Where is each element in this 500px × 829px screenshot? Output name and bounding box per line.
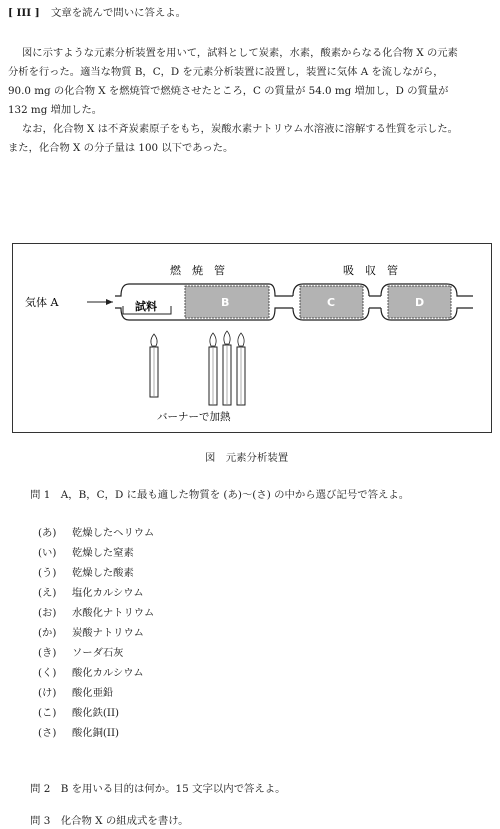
substance-b-label: B (221, 296, 230, 309)
option-text: 乾燥した酸素 (72, 567, 134, 579)
burner-label: バーナーで加熱 (157, 411, 231, 423)
paragraph-line: 90.0 mg の化合物 X を燃焼管で燃焼させたところ，C の質量が 54.0 mg 増加し，D の質量が (8, 85, 449, 97)
answer-option (38, 724, 119, 739)
option-text: 炭酸ナトリウム (72, 627, 144, 639)
tube-connector (369, 296, 381, 308)
combustion-tube-label: 燃 焼 管 (170, 264, 225, 277)
answer-option (38, 684, 113, 699)
option-text: 酸化カルシウム (72, 667, 144, 679)
absorption-tube-d (381, 284, 473, 320)
paragraph-line: なお，化合物 X は不斉炭素原子をもち，炭酸水素ナトリウム水溶液に溶解する性質を示した。 (22, 123, 458, 135)
burner-left (150, 334, 158, 397)
sample-boat (123, 299, 171, 314)
option-text: 塩化カルシウム (72, 587, 144, 599)
answer-option (38, 564, 134, 579)
paragraph-line: 図に示すような元素分析装置を用いて，試料として炭素，水素，酸素からなる化合物 X の元素 (22, 47, 458, 59)
section-instruction: 文章を読んで問いに答えよ。 (50, 7, 187, 19)
option-text: 水酸化ナトリウム (72, 607, 155, 619)
option-mark: (い) (38, 547, 57, 559)
burner-2 (223, 331, 231, 405)
tube-connector (281, 296, 293, 308)
substance-c-label: C (327, 296, 336, 309)
option-mark: (お) (38, 607, 57, 619)
option-mark: (け) (38, 687, 57, 699)
answer-option (38, 704, 119, 719)
paragraph-line: また，化合物 X の分子量は 100 以下であった。 (8, 142, 234, 154)
apparatus-figure (12, 243, 492, 433)
answer-option (38, 624, 144, 639)
answer-option (38, 604, 154, 619)
paragraph-line: 132 mg 増加した。 (8, 104, 103, 116)
substance-d-label: D (415, 296, 425, 309)
answer-option (38, 644, 123, 659)
sample-label: 試料 (135, 300, 157, 313)
answer-option (38, 544, 134, 559)
question-3: 問 3 化合物 X の組成式を書け。 (30, 815, 189, 827)
option-mark: (え) (38, 587, 57, 599)
answer-option (38, 664, 144, 679)
option-mark: (か) (38, 627, 57, 639)
problem-paragraph (8, 44, 494, 158)
figure-caption: 図 元素分析装置 (205, 452, 289, 464)
paragraph-line: 分析を行った。適当な物質 B，C，D を元素分析装置に設置し，装置に気体 A を流しながら， (8, 66, 444, 78)
answer-option (38, 524, 154, 539)
option-text: 乾燥した窒素 (72, 547, 134, 559)
section-header (8, 6, 186, 21)
question-2: 問 2 B を用いる目的は何か。15 文字以内で答えよ。 (30, 783, 286, 795)
option-text: 酸化亜鉛 (72, 687, 114, 699)
burner-3 (237, 333, 245, 405)
answer-option (38, 584, 144, 599)
absorption-tube-label: 吸 収 管 (343, 264, 398, 277)
section-number: [ III ] (8, 7, 40, 19)
question-1: 問 1 A，B，C，D に最も適した物質を (あ)〜(さ) の中から選び記号で答えよ。 (30, 489, 410, 501)
option-mark: (く) (38, 667, 57, 679)
option-text: 乾燥したヘリウム (72, 527, 155, 539)
option-mark: (あ) (38, 527, 57, 539)
option-mark: (さ) (38, 727, 57, 739)
gas-inflow-arrow (87, 299, 113, 305)
gas-a-label: 気体 A (25, 296, 59, 309)
burner-1 (209, 333, 217, 405)
option-text: ソーダ石灰 (72, 647, 124, 659)
option-mark: (き) (38, 647, 57, 659)
option-text: 酸化銅(II) (72, 727, 120, 739)
option-mark: (う) (38, 567, 57, 579)
apparatus-diagram (13, 244, 493, 434)
option-mark: (こ) (38, 707, 57, 719)
option-text: 酸化鉄(II) (72, 707, 120, 719)
